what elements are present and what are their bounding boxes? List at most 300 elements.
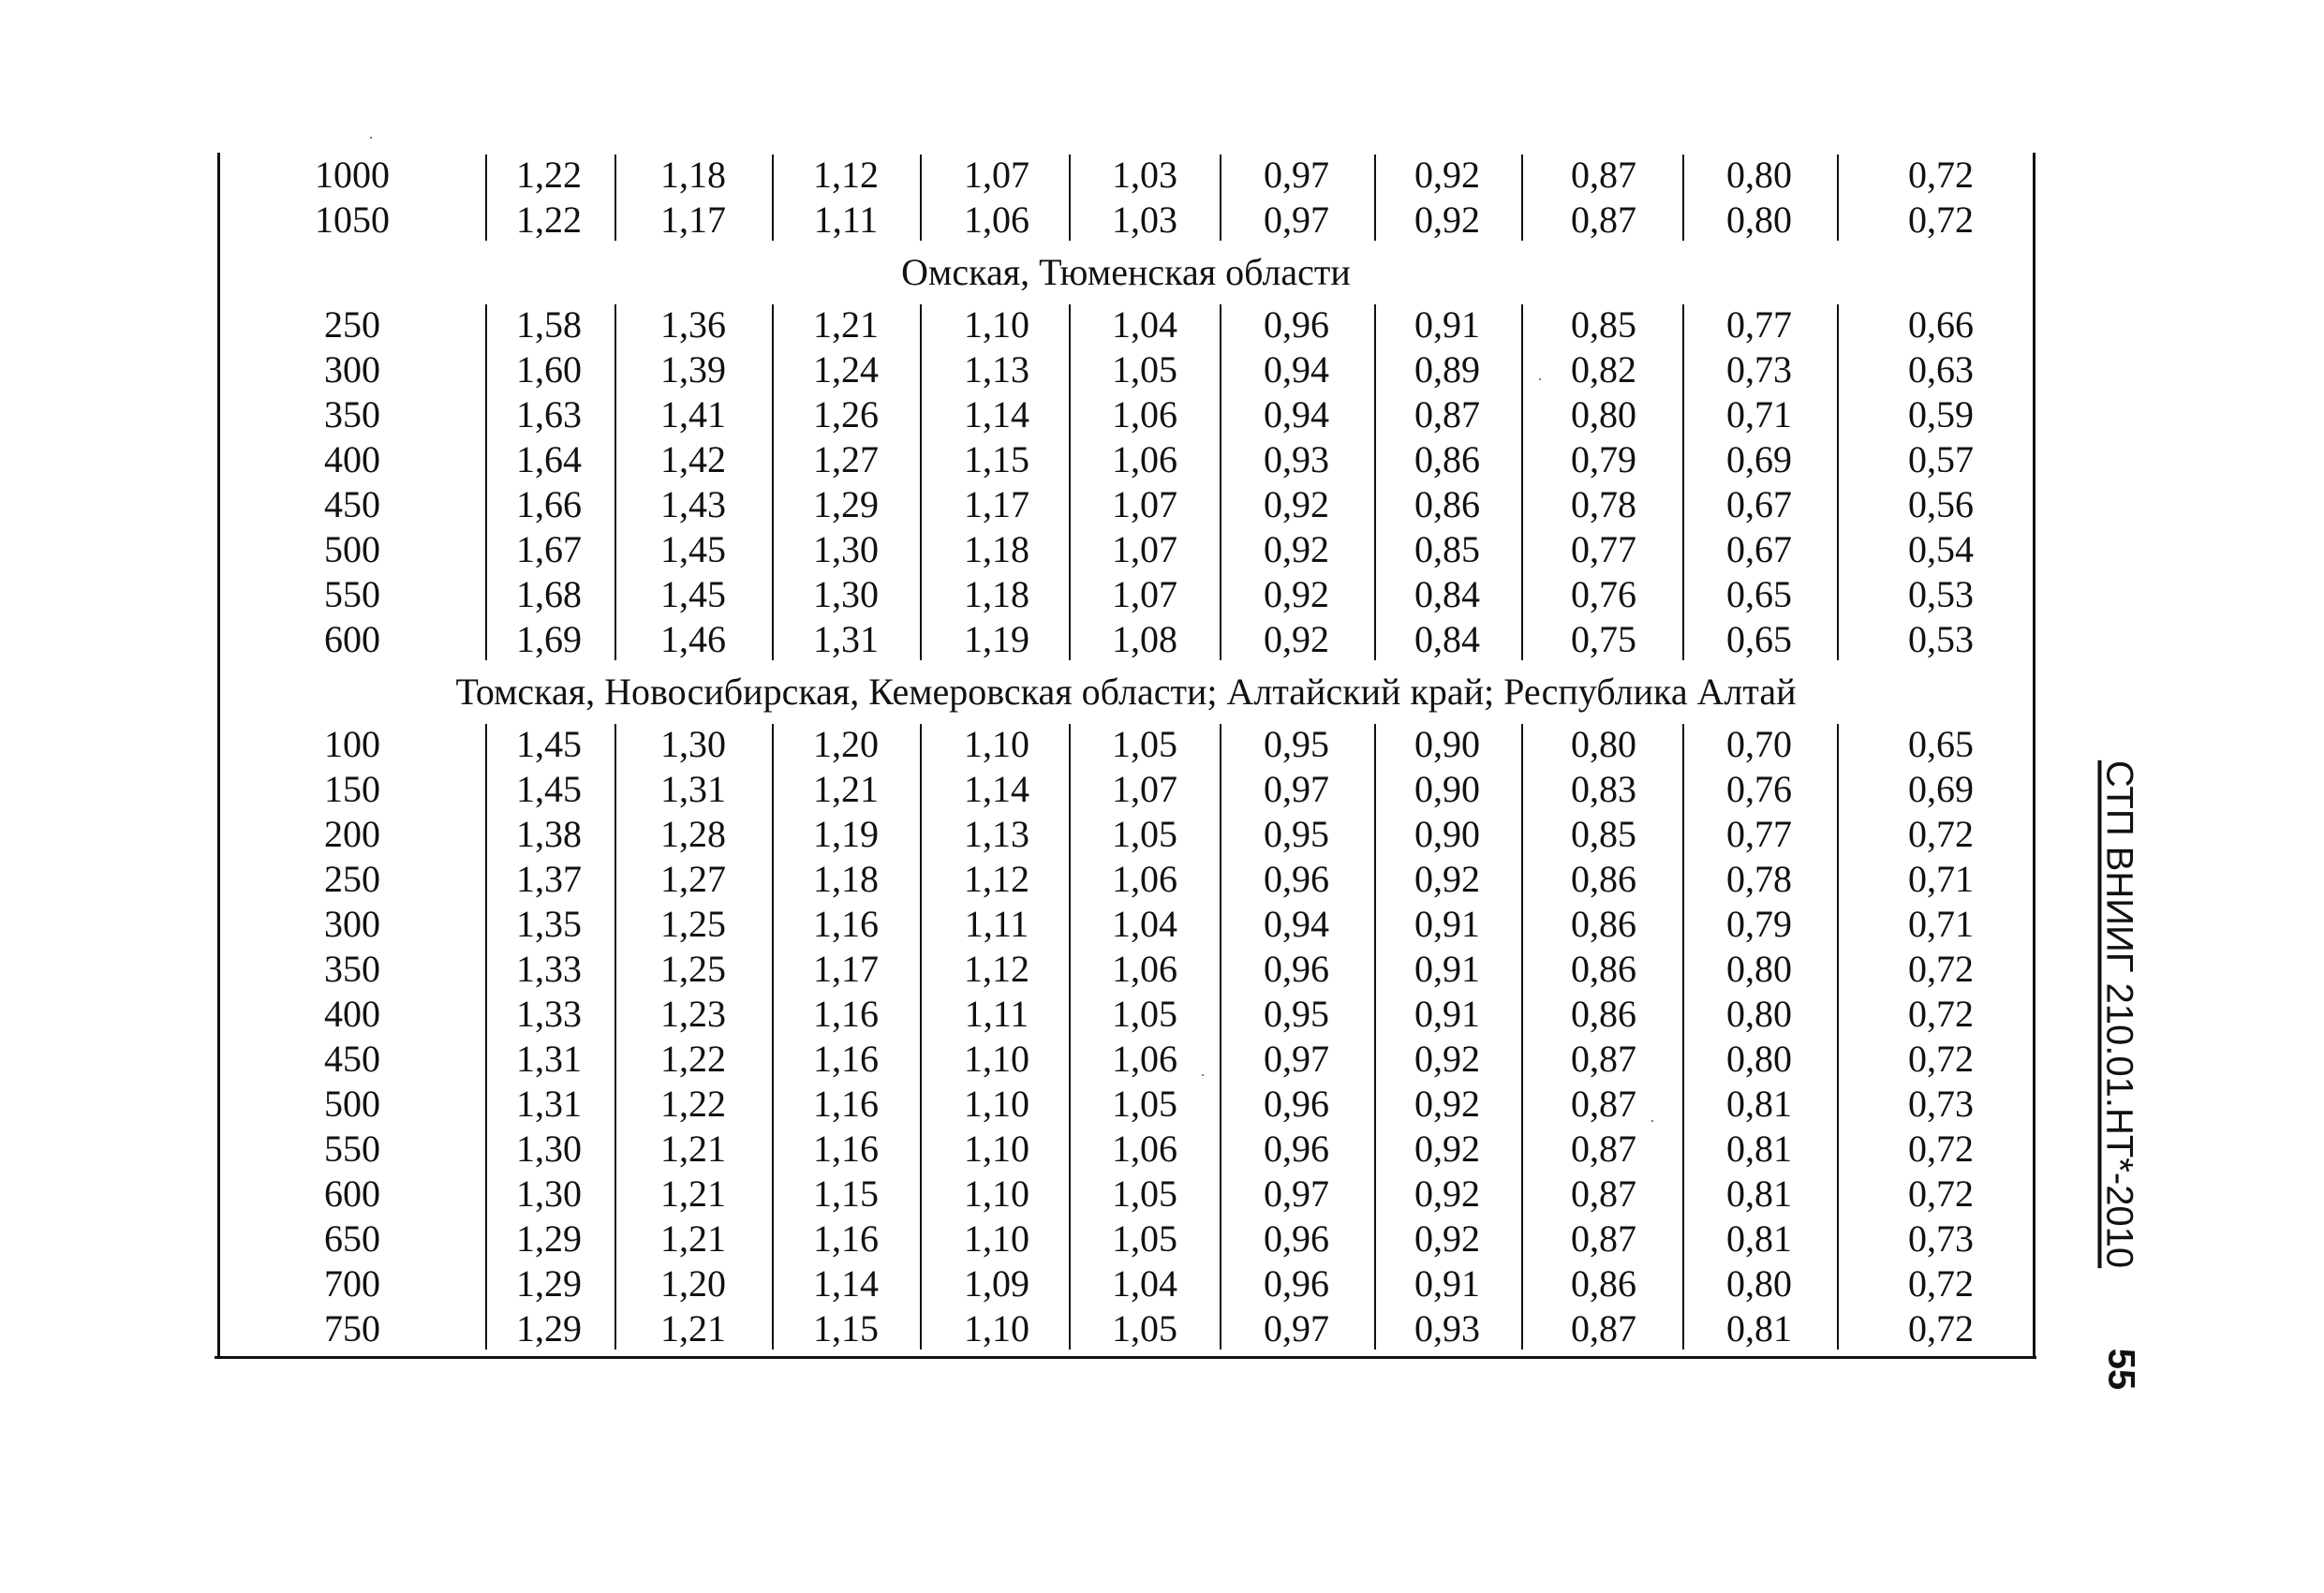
coefficient-cell: 1,22 <box>660 1083 726 1125</box>
coefficient-cell: 1,60 <box>516 348 582 391</box>
coefficient-cell: 0,89 <box>1414 348 1480 391</box>
row-parameter-cell: 500 <box>324 528 380 570</box>
coefficient-cell: 0,59 <box>1908 393 1974 435</box>
column-separator <box>614 304 616 660</box>
column-separator <box>772 724 774 1350</box>
table-frame-edge <box>217 153 220 1359</box>
coefficient-cell: 0,86 <box>1414 438 1480 480</box>
coefficient-cell: 0,96 <box>1264 1128 1329 1170</box>
column-separator <box>1220 724 1221 1350</box>
coefficient-cell: 1,15 <box>813 1173 879 1215</box>
coefficient-cell: 1,10 <box>964 1083 1029 1125</box>
coefficient-cell: 0,63 <box>1908 348 1974 391</box>
coefficient-cell: 0,95 <box>1264 723 1329 765</box>
coefficient-cell: 1,21 <box>660 1307 726 1350</box>
coefficient-cell: 0,72 <box>1908 1128 1974 1170</box>
coefficient-cell: 0,69 <box>1726 438 1792 480</box>
coefficient-cell: 1,22 <box>516 154 582 196</box>
row-parameter-cell: 750 <box>324 1307 380 1350</box>
coefficient-cell: 1,23 <box>660 993 726 1035</box>
coefficient-cell: 0,73 <box>1908 1083 1974 1125</box>
scan-speck <box>370 137 372 139</box>
coefficient-cell: 1,05 <box>1112 723 1177 765</box>
coefficient-cell: 0,95 <box>1264 813 1329 855</box>
column-separator <box>1837 155 1839 241</box>
coefficient-cell: 0,78 <box>1571 483 1636 525</box>
coefficient-cell: 1,29 <box>813 483 879 525</box>
coefficient-cell: 0,94 <box>1264 393 1329 435</box>
column-separator <box>1837 724 1839 1350</box>
coefficient-cell: 1,46 <box>660 618 726 660</box>
column-separator <box>1682 155 1684 241</box>
coefficient-cell: 1,37 <box>516 858 582 900</box>
column-separator <box>1837 304 1839 660</box>
coefficient-cell: 0,80 <box>1726 154 1792 196</box>
coefficient-cell: 1,10 <box>964 1128 1029 1170</box>
coefficient-cell: 0,56 <box>1908 483 1974 525</box>
coefficient-cell: 1,06 <box>1112 948 1177 990</box>
coefficient-cell: 0,79 <box>1726 903 1792 945</box>
coefficient-cell: 1,05 <box>1112 993 1177 1035</box>
page-number: 55 <box>2100 1348 2142 1391</box>
coefficient-cell: 0,92 <box>1264 483 1329 525</box>
column-separator <box>920 155 922 241</box>
coefficient-cell: 0,92 <box>1414 1083 1480 1125</box>
coefficient-cell: 1,20 <box>813 723 879 765</box>
coefficient-cell: 1,10 <box>964 1217 1029 1260</box>
row-parameter-cell: 350 <box>324 393 380 435</box>
coefficient-cell: 1,21 <box>660 1217 726 1260</box>
coefficient-cell: 0,87 <box>1571 1307 1636 1350</box>
coefficient-cell: 0,91 <box>1414 1262 1480 1305</box>
coefficient-cell: 1,10 <box>964 1038 1029 1080</box>
coefficient-cell: 1,11 <box>964 993 1029 1035</box>
coefficient-cell: 1,63 <box>516 393 582 435</box>
coefficient-cell: 1,17 <box>813 948 879 990</box>
coefficient-cell: 0,81 <box>1726 1217 1792 1260</box>
coefficient-cell: 1,16 <box>813 1128 879 1170</box>
coefficient-cell: 1,31 <box>516 1083 582 1125</box>
coefficient-cell: 0,93 <box>1414 1307 1480 1350</box>
coefficient-cell: 1,14 <box>964 768 1029 810</box>
coefficient-cell: 1,08 <box>1112 618 1177 660</box>
coefficient-cell: 1,04 <box>1112 303 1177 346</box>
coefficient-cell: 0,92 <box>1414 1038 1480 1080</box>
coefficient-cell: 0,97 <box>1264 1173 1329 1215</box>
coefficient-cell: 0,96 <box>1264 303 1329 346</box>
coefficient-cell: 0,81 <box>1726 1128 1792 1170</box>
coefficient-cell: 1,16 <box>813 903 879 945</box>
coefficient-cell: 1,06 <box>1112 438 1177 480</box>
column-separator <box>1521 724 1523 1350</box>
scan-speck <box>1651 1120 1653 1122</box>
coefficient-cell: 0,70 <box>1726 723 1792 765</box>
coefficient-cell: 0,72 <box>1908 1038 1974 1080</box>
row-parameter-cell: 1000 <box>315 154 390 196</box>
column-separator <box>1521 304 1523 660</box>
coefficient-cell: 1,16 <box>813 1083 879 1125</box>
coefficient-cell: 0,91 <box>1414 303 1480 346</box>
coefficient-cell: 0,72 <box>1908 154 1974 196</box>
coefficient-cell: 0,76 <box>1571 573 1636 615</box>
coefficient-cell: 0,84 <box>1414 618 1480 660</box>
row-parameter-cell: 450 <box>324 483 380 525</box>
coefficient-cell: 0,75 <box>1571 618 1636 660</box>
coefficient-cell: 0,97 <box>1264 199 1329 241</box>
coefficient-cell: 0,86 <box>1414 483 1480 525</box>
coefficient-cell: 0,80 <box>1726 199 1792 241</box>
coefficient-cell: 0,87 <box>1571 1083 1636 1125</box>
coefficient-cell: 0,96 <box>1264 1083 1329 1125</box>
coefficient-cell: 0,86 <box>1571 858 1636 900</box>
coefficient-cell: 0,91 <box>1414 903 1480 945</box>
coefficient-cell: 1,26 <box>813 393 879 435</box>
coefficient-cell: 0,78 <box>1726 858 1792 900</box>
coefficient-cell: 1,31 <box>516 1038 582 1080</box>
coefficient-cell: 1,13 <box>964 348 1029 391</box>
coefficient-cell: 0,80 <box>1726 948 1792 990</box>
coefficient-cell: 1,16 <box>813 1038 879 1080</box>
coefficient-cell: 1,43 <box>660 483 726 525</box>
coefficient-cell: 0,65 <box>1726 573 1792 615</box>
coefficient-cell: 0,92 <box>1264 618 1329 660</box>
column-separator <box>772 304 774 660</box>
coefficient-cell: 0,80 <box>1726 993 1792 1035</box>
coefficient-cell: 1,05 <box>1112 1173 1177 1215</box>
row-parameter-cell: 600 <box>324 1173 380 1215</box>
coefficient-cell: 1,06 <box>1112 393 1177 435</box>
column-separator <box>1069 304 1071 660</box>
row-parameter-cell: 200 <box>324 813 380 855</box>
coefficient-cell: 1,28 <box>660 813 726 855</box>
coefficient-cell: 0,81 <box>1726 1173 1792 1215</box>
coefficient-cell: 1,39 <box>660 348 726 391</box>
row-parameter-cell: 650 <box>324 1217 380 1260</box>
coefficient-cell: 1,12 <box>964 948 1029 990</box>
coefficient-cell: 1,21 <box>660 1173 726 1215</box>
coefficient-cell: 1,18 <box>660 154 726 196</box>
table-bottom-rule <box>215 1356 2036 1359</box>
coefficient-cell: 1,17 <box>964 483 1029 525</box>
coefficient-cell: 1,29 <box>516 1217 582 1260</box>
coefficient-cell: 1,41 <box>660 393 726 435</box>
row-parameter-cell: 550 <box>324 1128 380 1170</box>
coefficient-cell: 0,65 <box>1726 618 1792 660</box>
coefficient-cell: 1,38 <box>516 813 582 855</box>
column-separator <box>1220 155 1221 241</box>
coefficient-cell: 1,25 <box>660 903 726 945</box>
row-parameter-cell: 450 <box>324 1038 380 1080</box>
coefficient-cell: 1,10 <box>964 1307 1029 1350</box>
coefficient-cell: 0,71 <box>1908 903 1974 945</box>
coefficient-cell: 0,72 <box>1908 1173 1974 1215</box>
coefficient-cell: 0,71 <box>1908 858 1974 900</box>
coefficient-cell: 0,86 <box>1571 1262 1636 1305</box>
coefficient-cell: 1,45 <box>660 528 726 570</box>
coefficient-cell: 0,73 <box>1908 1217 1974 1260</box>
coefficient-cell: 0,85 <box>1571 813 1636 855</box>
coefficient-cell: 1,06 <box>1112 858 1177 900</box>
coefficient-cell: 1,22 <box>516 199 582 241</box>
column-separator <box>1521 155 1523 241</box>
coefficient-cell: 1,05 <box>1112 813 1177 855</box>
coefficient-cell: 1,07 <box>964 154 1029 196</box>
coefficient-cell: 0,67 <box>1726 528 1792 570</box>
coefficient-cell: 0,97 <box>1264 768 1329 810</box>
coefficient-cell: 0,72 <box>1908 813 1974 855</box>
coefficient-cell: 1,11 <box>813 199 879 241</box>
coefficient-cell: 1,58 <box>516 303 582 346</box>
coefficient-cell: 0,86 <box>1571 948 1636 990</box>
coefficient-cell: 0,57 <box>1908 438 1974 480</box>
coefficient-cell: 1,64 <box>516 438 582 480</box>
coefficient-cell: 1,30 <box>516 1173 582 1215</box>
coefficient-cell: 1,05 <box>1112 1083 1177 1125</box>
coefficient-cell: 0,80 <box>1726 1038 1792 1080</box>
column-separator <box>1220 304 1221 660</box>
row-parameter-cell: 100 <box>324 723 380 765</box>
coefficient-cell: 0,92 <box>1264 573 1329 615</box>
coefficient-cell: 1,27 <box>813 438 879 480</box>
coefficient-cell: 1,20 <box>660 1262 726 1305</box>
coefficient-cell: 1,05 <box>1112 1217 1177 1260</box>
coefficient-cell: 1,33 <box>516 948 582 990</box>
coefficient-cell: 0,91 <box>1414 993 1480 1035</box>
coefficient-cell: 0,90 <box>1414 723 1480 765</box>
coefficient-cell: 1,18 <box>964 573 1029 615</box>
coefficient-cell: 0,66 <box>1908 303 1974 346</box>
coefficient-cell: 0,96 <box>1264 858 1329 900</box>
coefficient-cell: 1,29 <box>516 1307 582 1350</box>
scan-speck <box>1202 1074 1204 1076</box>
coefficient-cell: 1,12 <box>813 154 879 196</box>
coefficient-cell: 1,03 <box>1112 199 1177 241</box>
column-separator <box>1374 155 1376 241</box>
coefficient-cell: 0,92 <box>1414 1128 1480 1170</box>
coefficient-cell: 0,97 <box>1264 154 1329 196</box>
coefficient-cell: 1,29 <box>516 1262 582 1305</box>
coefficient-cell: 1,30 <box>813 573 879 615</box>
coefficient-cell: 0,72 <box>1908 948 1974 990</box>
row-parameter-cell: 300 <box>324 903 380 945</box>
coefficient-cell: 0,87 <box>1571 154 1636 196</box>
coefficient-cell: 0,65 <box>1908 723 1974 765</box>
row-parameter-cell: 400 <box>324 438 380 480</box>
coefficient-cell: 0,87 <box>1571 1038 1636 1080</box>
coefficient-cell: 1,10 <box>964 723 1029 765</box>
coefficient-cell: 0,77 <box>1726 303 1792 346</box>
coefficient-cell: 0,93 <box>1264 438 1329 480</box>
table-frame-edge <box>2033 153 2035 1359</box>
coefficient-cell: 0,82 <box>1571 348 1636 391</box>
column-separator <box>1374 304 1376 660</box>
row-parameter-cell: 300 <box>324 348 380 391</box>
coefficient-cell: 0,87 <box>1414 393 1480 435</box>
coefficient-cell: 0,90 <box>1414 768 1480 810</box>
coefficient-cell: 1,21 <box>660 1128 726 1170</box>
coefficient-cell: 1,07 <box>1112 528 1177 570</box>
column-separator <box>1374 724 1376 1350</box>
coefficient-cell: 1,19 <box>813 813 879 855</box>
column-separator <box>1069 155 1071 241</box>
coefficient-cell: 1,19 <box>964 618 1029 660</box>
coefficient-cell: 1,33 <box>516 993 582 1035</box>
row-parameter-cell: 400 <box>324 993 380 1035</box>
coefficient-cell: 0,87 <box>1571 1128 1636 1170</box>
coefficient-cell: 1,30 <box>813 528 879 570</box>
row-parameter-cell: 550 <box>324 573 380 615</box>
coefficient-cell: 1,25 <box>660 948 726 990</box>
coefficient-cell: 1,21 <box>813 303 879 346</box>
coefficient-cell: 1,17 <box>660 199 726 241</box>
coefficient-cell: 0,91 <box>1414 948 1480 990</box>
coefficient-cell: 0,87 <box>1571 1217 1636 1260</box>
coefficient-cell: 1,04 <box>1112 903 1177 945</box>
coefficient-cell: 1,22 <box>660 1038 726 1080</box>
row-parameter-cell: 150 <box>324 768 380 810</box>
coefficient-cell: 0,81 <box>1726 1083 1792 1125</box>
coefficient-cell: 1,07 <box>1112 573 1177 615</box>
coefficient-cell: 0,84 <box>1414 573 1480 615</box>
coefficient-cell: 0,94 <box>1264 348 1329 391</box>
coefficient-cell: 1,13 <box>964 813 1029 855</box>
coefficient-cell: 1,27 <box>660 858 726 900</box>
coefficient-cell: 0,83 <box>1571 768 1636 810</box>
coefficient-cell: 0,92 <box>1414 154 1480 196</box>
coefficient-cell: 1,07 <box>1112 483 1177 525</box>
coefficient-cell: 0,97 <box>1264 1038 1329 1080</box>
coefficient-cell: 0,90 <box>1414 813 1480 855</box>
coefficient-cell: 1,24 <box>813 348 879 391</box>
coefficient-cell: 0,94 <box>1264 903 1329 945</box>
coefficient-cell: 0,80 <box>1726 1262 1792 1305</box>
coefficient-cell: 0,92 <box>1264 528 1329 570</box>
row-parameter-cell: 250 <box>324 858 380 900</box>
coefficient-cell: 1,06 <box>964 199 1029 241</box>
coefficient-cell: 0,72 <box>1908 199 1974 241</box>
coefficient-cell: 0,86 <box>1571 993 1636 1035</box>
column-separator <box>485 724 487 1350</box>
coefficient-cell: 1,69 <box>516 618 582 660</box>
coefficient-cell: 1,10 <box>964 303 1029 346</box>
document-code: СТП ВНИИГ 210.01.НТ*-2010 <box>2098 760 2140 1269</box>
coefficient-cell: 0,72 <box>1908 1262 1974 1305</box>
coefficient-cell: 0,97 <box>1264 1307 1329 1350</box>
coefficient-cell: 1,06 <box>1112 1128 1177 1170</box>
coefficient-cell: 1,06 <box>1112 1038 1177 1080</box>
region-heading: Томская, Новосибирская, Кемеровская области; Алтайский край; Республика Алтай <box>455 671 1797 713</box>
coefficient-cell: 1,09 <box>964 1262 1029 1305</box>
coefficient-cell: 0,77 <box>1726 813 1792 855</box>
scan-speck <box>1539 378 1541 380</box>
region-heading: Омская, Тюменская области <box>901 251 1351 293</box>
coefficient-cell: 1,14 <box>964 393 1029 435</box>
coefficient-cell: 1,04 <box>1112 1262 1177 1305</box>
coefficient-cell: 1,18 <box>813 858 879 900</box>
coefficient-cell: 1,05 <box>1112 348 1177 391</box>
coefficient-cell: 1,18 <box>964 528 1029 570</box>
coefficient-cell: 1,68 <box>516 573 582 615</box>
column-separator <box>1682 724 1684 1350</box>
column-separator <box>485 304 487 660</box>
row-parameter-cell: 250 <box>324 303 380 346</box>
coefficient-cell: 0,92 <box>1414 858 1480 900</box>
coefficient-cell: 1,45 <box>660 573 726 615</box>
coefficient-cell: 1,36 <box>660 303 726 346</box>
coefficient-cell: 1,15 <box>964 438 1029 480</box>
column-separator <box>1682 304 1684 660</box>
column-separator <box>614 724 616 1350</box>
coefficient-cell: 0,87 <box>1571 1173 1636 1215</box>
coefficient-cell: 1,42 <box>660 438 726 480</box>
coefficient-cell: 0,92 <box>1414 1173 1480 1215</box>
coefficient-cell: 1,16 <box>813 1217 879 1260</box>
coefficient-cell: 0,85 <box>1414 528 1480 570</box>
coefficient-cell: 0,96 <box>1264 1217 1329 1260</box>
coefficient-cell: 1,07 <box>1112 768 1177 810</box>
coefficient-cell: 0,81 <box>1726 1307 1792 1350</box>
row-parameter-cell: 500 <box>324 1083 380 1125</box>
coefficient-cell: 0,96 <box>1264 1262 1329 1305</box>
coefficient-cell: 1,45 <box>516 723 582 765</box>
coefficient-cell: 1,45 <box>516 768 582 810</box>
row-parameter-cell: 600 <box>324 618 380 660</box>
coefficient-cell: 1,30 <box>660 723 726 765</box>
column-separator <box>920 724 922 1350</box>
coefficient-cell: 0,72 <box>1908 1307 1974 1350</box>
row-parameter-cell: 700 <box>324 1262 380 1305</box>
coefficient-cell: 0,72 <box>1908 993 1974 1035</box>
coefficient-cell: 1,03 <box>1112 154 1177 196</box>
column-separator <box>1069 724 1071 1350</box>
column-separator <box>772 155 774 241</box>
coefficient-cell: 1,16 <box>813 993 879 1035</box>
coefficient-cell: 0,86 <box>1571 903 1636 945</box>
coefficient-cell: 0,92 <box>1414 1217 1480 1260</box>
column-separator <box>614 155 616 241</box>
coefficient-cell: 0,95 <box>1264 993 1329 1035</box>
coefficient-cell: 0,73 <box>1726 348 1792 391</box>
coefficient-cell: 1,10 <box>964 1173 1029 1215</box>
coefficient-cell: 0,69 <box>1908 768 1974 810</box>
coefficient-cell: 0,87 <box>1571 199 1636 241</box>
coefficient-cell: 1,05 <box>1112 1307 1177 1350</box>
coefficient-cell: 0,96 <box>1264 948 1329 990</box>
coefficient-cell: 0,71 <box>1726 393 1792 435</box>
coefficient-cell: 1,12 <box>964 858 1029 900</box>
coefficient-cell: 0,77 <box>1571 528 1636 570</box>
coefficient-cell: 0,80 <box>1571 723 1636 765</box>
coefficient-cell: 0,53 <box>1908 618 1974 660</box>
coefficient-cell: 0,79 <box>1571 438 1636 480</box>
column-separator <box>920 304 922 660</box>
coefficient-cell: 1,11 <box>964 903 1029 945</box>
coefficient-cell: 1,31 <box>660 768 726 810</box>
coefficient-cell: 1,66 <box>516 483 582 525</box>
coefficient-cell: 0,76 <box>1726 768 1792 810</box>
coefficient-cell: 0,92 <box>1414 199 1480 241</box>
coefficient-cell: 1,35 <box>516 903 582 945</box>
coefficient-cell: 1,21 <box>813 768 879 810</box>
coefficient-cell: 0,67 <box>1726 483 1792 525</box>
coefficient-cell: 1,31 <box>813 618 879 660</box>
coefficient-cell: 0,53 <box>1908 573 1974 615</box>
coefficient-cell: 0,80 <box>1571 393 1636 435</box>
coefficient-cell: 1,67 <box>516 528 582 570</box>
coefficient-cell: 0,54 <box>1908 528 1974 570</box>
row-parameter-cell: 1050 <box>315 199 390 241</box>
coefficient-cell: 1,15 <box>813 1307 879 1350</box>
